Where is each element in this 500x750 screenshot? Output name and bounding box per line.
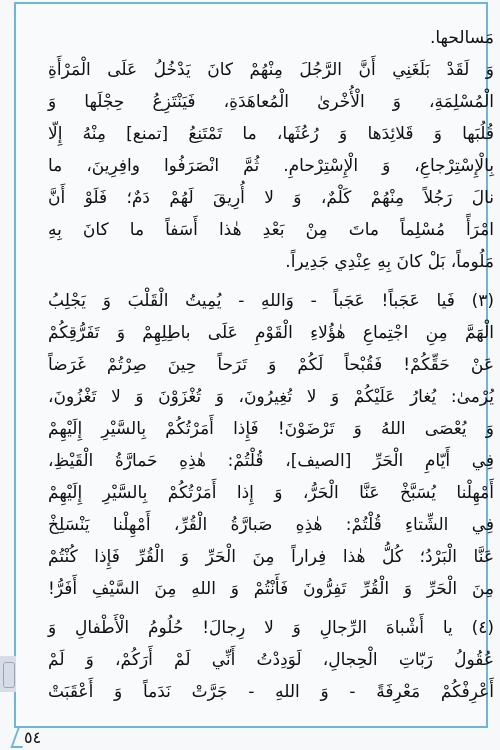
text-line-3: الْمُسْلِمَةِ، وَ الْأُخْرىٰ الْمُعاهَدَةِ، فَيَنْتَزِعُ حِجْلَها وَ bbox=[48, 92, 494, 112]
text-block bbox=[48, 10, 494, 722]
paragraph-3-line-6: فِي أَيّامِ الْحَرِّ [الصيف]، قُلْتُمْ: هٰذِهِ حَمارَّةُ الْقَيْظِ، bbox=[48, 451, 494, 471]
paragraph-3-line-10: مِنَ الْحَرِّ وَ الْقُرِّ تَفِرُّونَ فَأَنْتُمْ وَ اللهِ مِنَ السَّيْفِ أَفَرُّ! bbox=[48, 579, 494, 599]
text-line-6: نالَ رَجُلاً مِنْهُمْ كَلْمٌ، وَ لا أُرِيقَ لَهُمْ دَمٌ؛ فَلَوْ أَنَّ bbox=[48, 188, 494, 208]
text-line-4: قُلُبَها وَ قَلائِدَها وَ رُعُثَها، ما تَمْتَنِعُ [تمنع] مِنْهُ إِلّا bbox=[48, 124, 494, 144]
paragraph-3-line-7: أَمْهِلْنا يُسَبَّخْ عَنَّا الْحَرُّ، وَ إِذا أَمَرْتُكُمْ بِالسَّيْرِ إِلَيْهِمْ bbox=[48, 483, 494, 503]
paragraph-4-line-1: (٤) يا أَشْباهَ الرِّجالِ وَ لا رِجالَ! حُلُومُ الْأَطْفالِ وَ bbox=[48, 618, 494, 638]
paragraph-4-line-2: عُقُولُ رَبّاتِ الْحِجالِ، لَوَدِدْتُ أَنِّي لَمْ أَرَكُمْ، وَ لَمْ bbox=[48, 650, 494, 670]
paragraph-4-line-3: أَعْرِفْكُمْ مَعْرِفَةً - وَ اللهِ - جَرَّتْ نَدَماً وَ أَعْقَبَتْ bbox=[48, 682, 494, 702]
page-footer bbox=[0, 728, 500, 750]
side-logo-icon bbox=[0, 656, 16, 692]
paragraph-3-line-5: وَ يُعْصَى اللهُ وَ تَرْضَوْنَ! فَإِذا أَمَرْتُكُمْ بِالسَّيْرِ إِلَيْهِمْ bbox=[48, 419, 494, 439]
page-number: ٥٤ bbox=[24, 728, 42, 747]
text-line-8: مَلُوماً، بَلْ كانَ بِهِ عِنْدِي جَدِيراً. bbox=[285, 252, 494, 272]
text-line-2: وَ لَقَدْ بَلَغَنِي أَنَّ الرَّجُلَ مِنْهُمْ كانَ يَدْخُلُ عَلَى الْمَرْأَةِ bbox=[48, 60, 494, 80]
paragraph-3-line-3: عَنْ حَقِّكُمْ! فَقُبْحاً لَكُمْ وَ تَرَحاً حِينَ صِرْتُمْ غَرَضاً bbox=[48, 355, 494, 375]
text-line-5: بِالْإِسْتِرْجاعِ، وَ الْإِسْتِرْحامِ. ثُمَّ انْصَرَفُوا وافِرِينَ، ما bbox=[48, 156, 494, 176]
paragraph-3-line-4: يُرْمىٰ: يُغارُ عَلَيْكُمْ وَ لا تُغِيرُونَ، وَ تُغْزَوْنَ وَ لا تَغْزُونَ، bbox=[48, 387, 494, 407]
paragraph-3-line-8: فِي الشِّتاءِ قُلْتُمْ: هٰذِهِ صَبارَّةُ الْقُرِّ، أَمْهِلْنا يَنْسَلِخْ bbox=[48, 515, 494, 535]
paragraph-3-line-1: (٣) فَيا عَجَباً! عَجَباً - وَاللهِ - يُمِيتُ الْقَلْبَ وَ يَجْلِبُ bbox=[48, 291, 494, 311]
paragraph-3-line-9: عَنَّا الْبَرْدُ؛ كُلُّ هٰذا فِراراً مِنَ الْحَرِّ وَ الْقُرِّ فَإِذا كُنْتُمْ bbox=[48, 547, 494, 567]
text-line-7: امْرَأً مُسْلِماً ماتَ مِنْ بَعْدِ هٰذا أَسَفاً ما كانَ بِهِ bbox=[48, 220, 494, 240]
text-line-1: مَسالحها. bbox=[429, 28, 494, 48]
paragraph-3-line-2: الْهَمَّ مِنِ اجْتِماعِ هٰؤُلاءِ الْقَوْمِ عَلَى باطِلِهِمْ وَ تَفَرُّقِكُمْ bbox=[48, 323, 494, 343]
